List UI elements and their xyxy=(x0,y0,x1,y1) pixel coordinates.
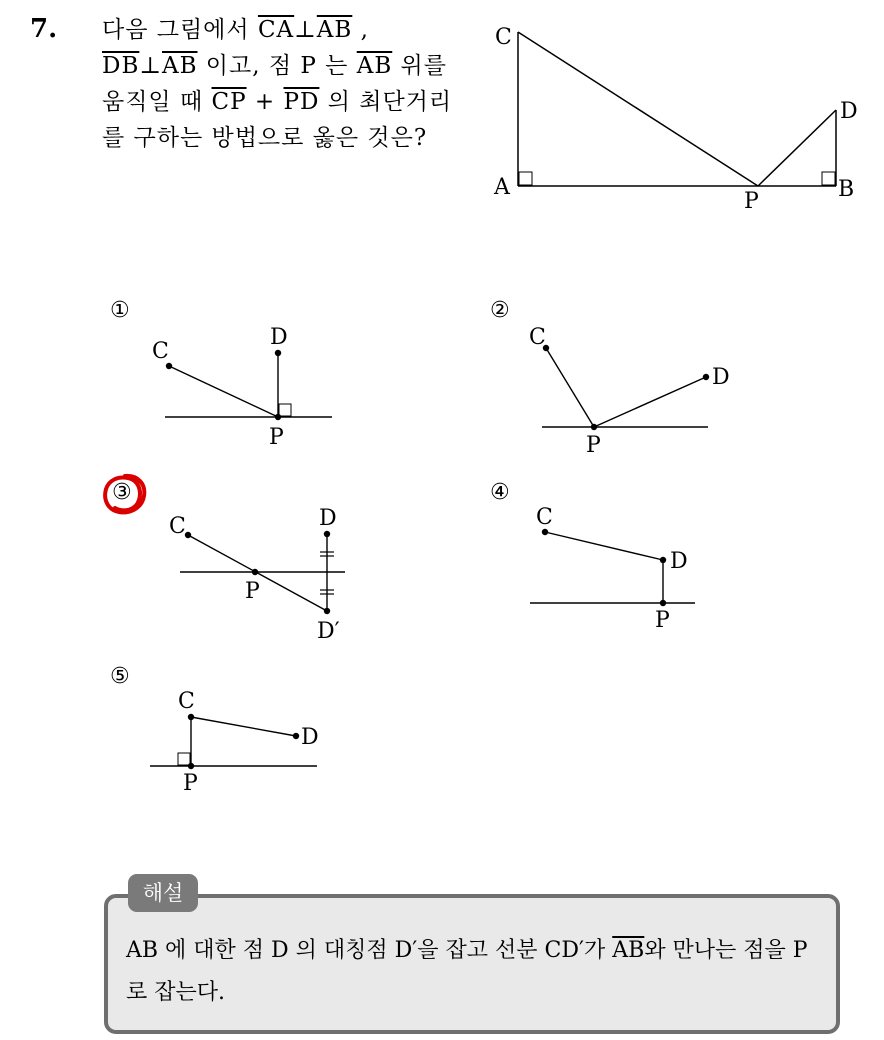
c5-point-p xyxy=(188,763,194,769)
c3-label-dprime: D′ xyxy=(317,619,340,644)
c5-label-c: C xyxy=(178,689,195,714)
solution-tag: 해설 xyxy=(128,874,198,912)
choice-number-1[interactable]: ① xyxy=(110,298,130,323)
c5-label-p: P xyxy=(183,771,198,796)
label-p: P xyxy=(744,189,759,214)
solution-text xyxy=(126,930,826,1014)
c5-point-d xyxy=(293,733,299,739)
c5-label-d: D xyxy=(301,725,319,750)
choice-number-3[interactable]: ③ xyxy=(112,480,132,505)
c2-label-d: D xyxy=(712,365,730,390)
perp-symbol: ⊥ xyxy=(139,53,162,79)
c1-label-c: C xyxy=(152,339,169,364)
choice-number-5[interactable]: ⑤ xyxy=(110,664,130,689)
c1-right-angle xyxy=(279,404,291,416)
label-a: A xyxy=(494,175,510,200)
question-number: 7. xyxy=(30,14,58,44)
solution-text-part: AB 에 대한 점 D 의 대칭점 D′을 잡고 선분 CD′가 xyxy=(126,938,613,963)
c3-point-dprime xyxy=(324,608,330,614)
label-d: D xyxy=(840,99,858,124)
question-text-part: 다음 그림에서 xyxy=(102,17,258,43)
label-b: B xyxy=(838,177,855,202)
c3-point-p xyxy=(252,569,258,575)
segment-ca: $\overline{CA}$ xyxy=(257,17,295,43)
plus-symbol: + xyxy=(246,89,284,115)
c4-label-d: D xyxy=(670,549,688,574)
segment-ab: $\overline{AB}$ xyxy=(161,53,198,79)
segment-pd: $\overline{PD}$ xyxy=(283,89,320,115)
label-c: C xyxy=(495,25,512,50)
c2-line-pd xyxy=(594,377,706,427)
c2-line-cp xyxy=(546,348,594,427)
c3-label-p: P xyxy=(245,579,260,604)
c1-line-cp xyxy=(169,366,278,417)
c2-point-d xyxy=(703,374,709,380)
question-text-part: 의 최단거리를 구하는 방법으로 옳은 것은? xyxy=(102,89,453,151)
c5-line-cd xyxy=(191,717,296,736)
c3-label-d: D xyxy=(319,506,337,531)
choice-number-4[interactable]: ④ xyxy=(490,480,510,505)
c4-label-p: P xyxy=(655,608,670,633)
c4-point-d xyxy=(660,557,666,563)
c4-point-p xyxy=(660,600,666,606)
c2-label-c: C xyxy=(529,325,546,350)
choice-number-2[interactable]: ② xyxy=(490,298,510,323)
question-text-part: , xyxy=(352,17,369,43)
c1-label-d: D xyxy=(270,325,288,350)
c3-label-c: C xyxy=(169,514,186,539)
c1-label-p: P xyxy=(269,425,284,450)
c2-label-p: P xyxy=(586,433,601,458)
c1-point-d xyxy=(275,350,281,356)
solution-segment-ab: $\overline{AB}$ xyxy=(612,938,645,963)
segment-db: $\overline{DB}$ xyxy=(102,53,140,79)
c4-label-c: C xyxy=(536,505,553,530)
c5-right-angle xyxy=(178,753,190,765)
segment-cp: $\overline{CP}$ xyxy=(211,89,247,115)
c2-point-p xyxy=(591,424,597,430)
c4-line-cd xyxy=(545,532,663,560)
c5-point-c xyxy=(188,714,194,720)
question-text-part: 이고, 점 P 는 xyxy=(197,53,357,79)
perp-symbol: ⊥ xyxy=(294,17,317,43)
question-text-part: 위를 움직일 때 xyxy=(102,53,447,115)
c1-point-p xyxy=(275,414,281,420)
solution-text-part: 와 만나는 점을 P 로 잡는다. xyxy=(126,938,808,1005)
segment-ab: $\overline{AB}$ xyxy=(316,17,353,43)
c3-point-d xyxy=(324,531,330,537)
segment-ab: $\overline{AB}$ xyxy=(356,53,393,79)
